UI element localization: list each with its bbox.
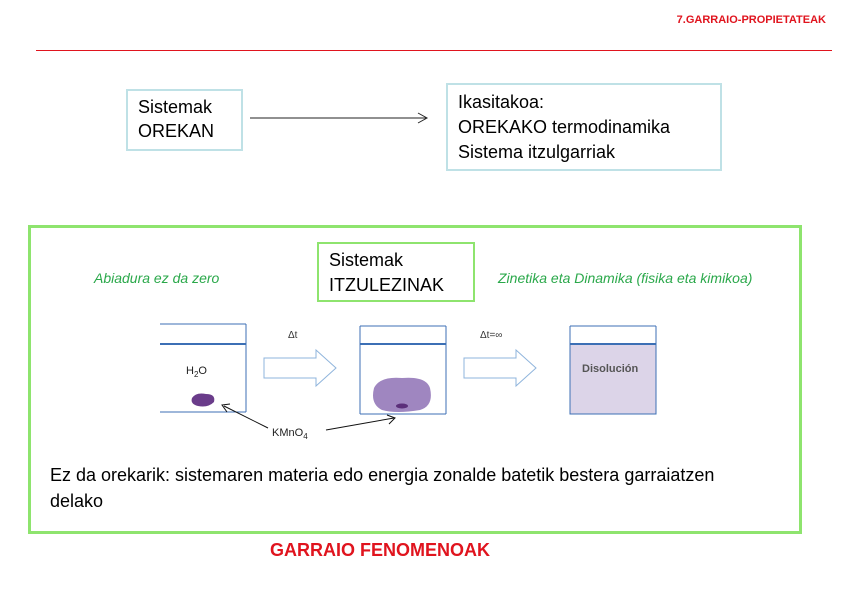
irreversible-line-1: Sistemak xyxy=(329,250,404,270)
equilibrium-systems-box xyxy=(126,89,243,151)
summary-text: Ez da orekarik: sistemaren materia edo energia zonalde batetik bestera garraiatzen delako xyxy=(50,465,715,511)
header-divider xyxy=(36,50,832,51)
learned-line-3: Sistema itzulgarriak xyxy=(458,142,616,162)
learned-box xyxy=(446,83,722,171)
time-arrow-1 xyxy=(264,330,336,386)
solution-label: Disolución xyxy=(582,363,639,375)
reagent-label: KMnO$_4$ xyxy=(272,427,308,441)
delta-t-label: Δt xyxy=(288,330,298,341)
equilibrium-line-1: Sistemak xyxy=(138,97,213,117)
irreversible-systems-box xyxy=(317,242,475,302)
irreversible-line-2: ITZULEZINAK xyxy=(329,275,445,295)
beaker-1 xyxy=(160,324,246,412)
footer-title: GARRAIO FENOMENOAK xyxy=(270,540,490,560)
learned-line-2: OREKAKO termodinamika xyxy=(458,117,671,137)
permanganate-crystal xyxy=(192,394,215,407)
speed-note: Abiadura ez da zero xyxy=(94,270,220,286)
beaker-3 xyxy=(570,326,656,414)
equilibrium-line-2: OREKAN xyxy=(138,121,215,141)
beaker-2 xyxy=(360,326,446,414)
time-arrow-2 xyxy=(464,330,536,386)
water-label: $H_2O$ xyxy=(186,365,207,379)
delta-t-infinity-label: Δt=∞ xyxy=(480,330,503,341)
equilibrium-to-learned-arrow xyxy=(248,110,438,126)
kinetics-note: Zinetika eta Dinamika (fisika eta kimikoa) xyxy=(498,270,753,286)
learned-line-1: Ikasitakoa: xyxy=(458,92,545,112)
diffusion-illustration xyxy=(150,318,670,448)
page-header-title: 7.GARRAIO-PROPIETATEAK xyxy=(676,14,826,26)
pointer-line-2 xyxy=(326,418,394,430)
